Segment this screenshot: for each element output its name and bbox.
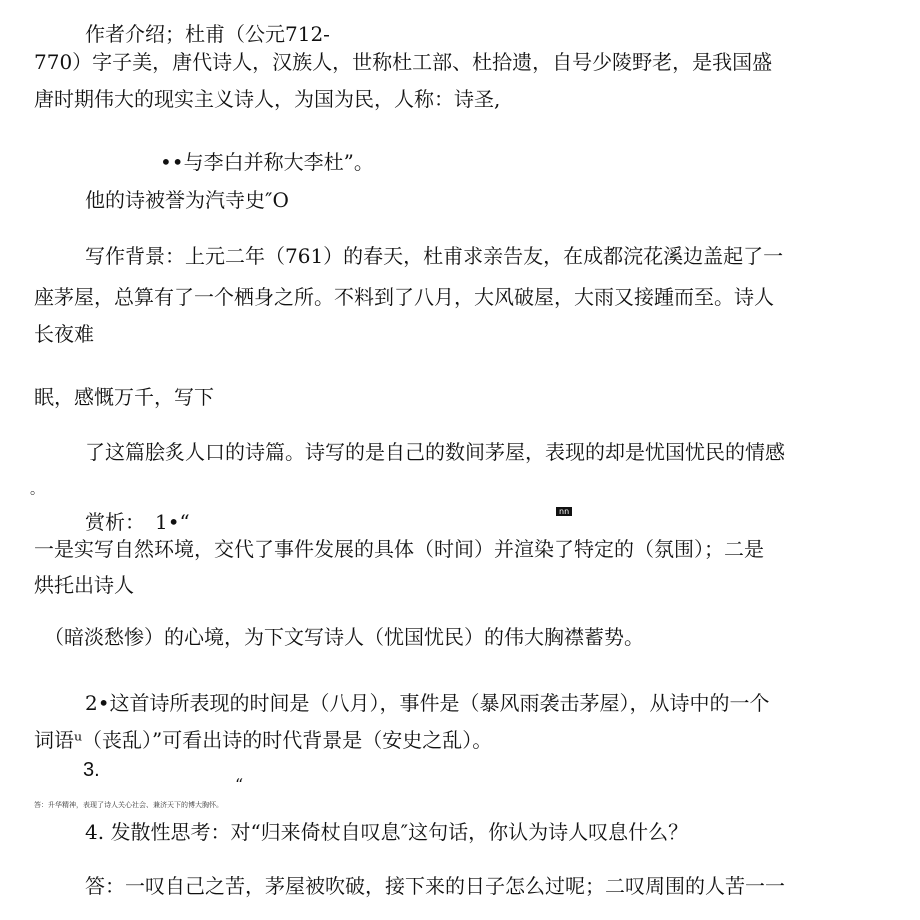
text-line: 2•这首诗所表现的时间是（八月），事件是（暴风雨袭击茅屋），从诗中的一个 [85, 691, 770, 715]
text-line: 了这篇脍炙人口的诗篇。诗写的是自己的数间茅屋，表现的却是忧国忧民的情感 [85, 440, 785, 464]
small-answer: 答：升华精神，表现了诗人关心社会、兼济天下的博大胸怀。 [34, 801, 223, 809]
badge: nn [556, 507, 572, 516]
text-line: “ [235, 775, 244, 794]
text-line: 烘托出诗人 [34, 573, 134, 597]
text-line: 。 [30, 482, 44, 498]
text-line: 作者介绍；杜甫（公元712- [85, 22, 330, 46]
text-line: 赏析： 1•“ [85, 510, 190, 534]
text-line: 写作背景：上元二年（761）的春天，杜甫求亲告友，在成都浣花溪边盖起了一 [85, 244, 784, 268]
text-line: （暗淡愁惨）的心境，为下文写诗人（忧国忧民）的伟大胸襟蓄势。 [44, 625, 644, 649]
text-line: 4. 发散性思考：对“归来倚杖自叹息″这句话，你认为诗人叹息什么？ [85, 820, 689, 844]
text-line: ••与李白并称大李杜”。 [160, 150, 374, 174]
text-line: 唐时期伟大的现实主义诗人，为国为民，人称：诗圣, [34, 87, 501, 111]
text-line: 一是实写自然环境，交代了事件发展的具体（时间）并渲染了特定的（氛围）；二是 [34, 537, 764, 561]
text-line: 座茅屋，总算有了一个栖身之所。不料到了八月，大风破屋，大雨又接踵而至。诗人 [34, 285, 774, 309]
text-line: 长夜难 [34, 322, 94, 346]
text-line: 他的诗被誉为汽寺史″O [85, 188, 289, 212]
text-line: 词语ᵘ（丧乱）”可看出诗的时代背景是（安史之乱）。 [34, 728, 493, 752]
text-line: 3. [83, 759, 100, 781]
text-line: 770）字子美，唐代诗人，汉族人，世称杜工部、杜拾遗，自号少陵野老，是我国盛 [34, 50, 773, 74]
text-line: 眠，感慨万千，写下 [34, 385, 214, 409]
text-line: 答：一叹自己之苦，茅屋被吹破，接下来的日子怎么过呢；二叹周围的人苦一一 [85, 874, 785, 898]
